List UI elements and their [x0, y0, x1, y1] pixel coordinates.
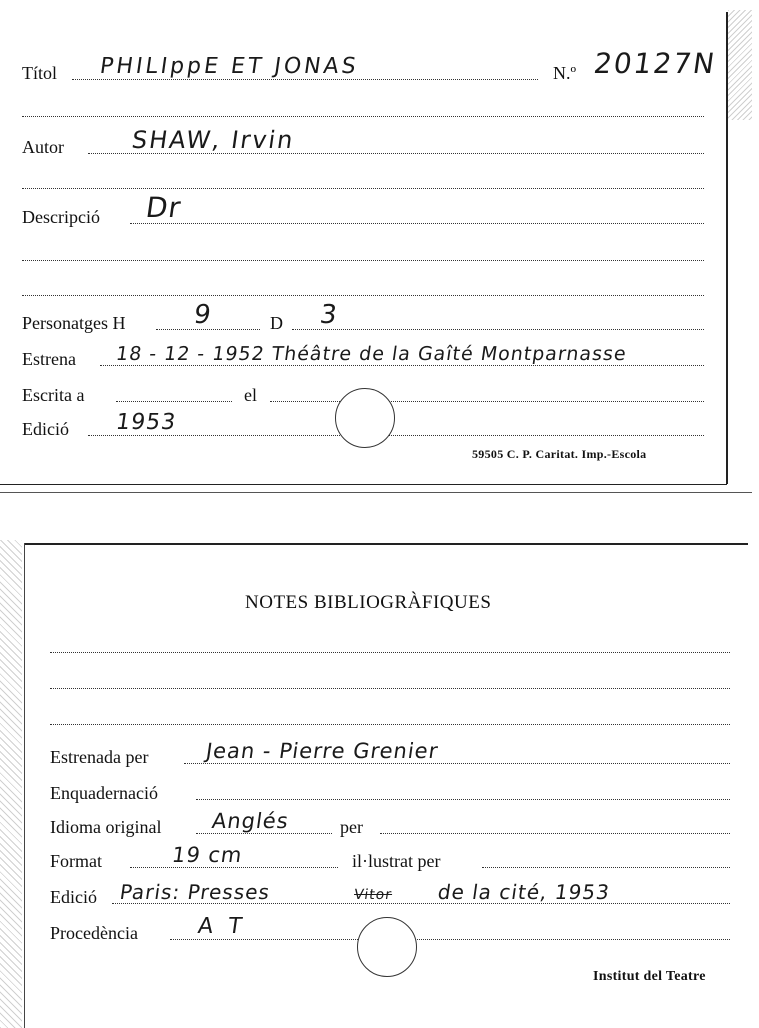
description-label: Descripció: [22, 207, 100, 227]
premiered-by-line: [184, 763, 730, 764]
characters-label: Personatges H: [22, 313, 126, 333]
title-extra-line: [22, 116, 704, 117]
description-extra-line-2: [22, 295, 704, 296]
format-label: Format: [50, 851, 102, 871]
back-edition-row: [0, 880, 740, 910]
notes-line-1: [50, 652, 730, 653]
characters-d-value: 3: [317, 300, 340, 330]
punch-hole: [357, 917, 417, 977]
number-value: 20127N: [591, 47, 719, 80]
binding-line: [196, 799, 730, 800]
premiered-by-label: Estrenada per: [50, 747, 149, 767]
original-language-row: [0, 810, 740, 840]
provenance-line: [170, 939, 730, 940]
written-place-line: [116, 401, 232, 402]
back-edition-value-b: de la cité, 1953: [436, 880, 612, 904]
illustrated-label: il·lustrat per: [352, 851, 441, 871]
provenance-label: Procedència: [50, 923, 138, 943]
catalog-card-back: [0, 500, 759, 1028]
author-label: Autor: [22, 137, 64, 157]
characters-row: [0, 300, 740, 336]
format-line: [130, 867, 338, 868]
premiere-line: [100, 365, 704, 366]
description-row: [0, 191, 740, 230]
author-value: SHAW, Irvin: [130, 126, 297, 154]
card-bottom-edge-outer: [0, 492, 752, 493]
original-language-value: Anglés: [210, 809, 291, 833]
title-line: [72, 79, 538, 80]
author-row: [0, 126, 740, 160]
binding-label: Enquadernació: [50, 783, 158, 803]
translator-label: per: [340, 817, 363, 837]
notes-line-2: [50, 688, 730, 689]
written-date-line: [270, 401, 704, 402]
back-edition-label: Edició: [50, 887, 97, 907]
original-language-label: Idioma original: [50, 817, 162, 837]
premiered-by-row: [0, 740, 740, 770]
edition-value: 1953: [114, 410, 178, 435]
written-label: Escrita a: [22, 385, 85, 405]
description-line: [130, 223, 704, 224]
characters-d-label: D: [270, 313, 283, 333]
premiere-label: Estrena: [22, 349, 76, 369]
back-edition-value-struck: Vitor: [352, 887, 394, 903]
characters-d-line: [292, 329, 704, 330]
characters-h-value: 9: [191, 300, 214, 330]
institution-imprint: Institut del Teatre: [593, 969, 706, 984]
format-row: [0, 844, 740, 874]
provenance-value: A T: [196, 914, 248, 939]
premiere-row: [0, 342, 740, 372]
written-el-label: el: [244, 385, 257, 405]
title-value: PHILIppE ET JONAS: [98, 54, 361, 79]
author-extra-line: [22, 188, 704, 189]
printer-imprint: 59505 C. P. Caritat. Imp.-Escola: [472, 447, 647, 461]
section-heading: NOTES BIBLIOGRÀFIQUES: [245, 592, 492, 613]
catalog-card-front: [0, 0, 759, 500]
original-language-line: [196, 833, 332, 834]
edition-line: [88, 435, 704, 436]
title-row: [0, 47, 740, 86]
card-bottom-edge: [0, 484, 727, 485]
back-edition-value-a: Paris: Presses: [118, 880, 272, 904]
illustrated-line: [482, 867, 730, 868]
notes-line-3: [50, 724, 730, 725]
premiered-by-value: Jean - Pierre Grenier: [204, 739, 441, 763]
punch-hole: [335, 388, 395, 448]
card-top-edge: [24, 543, 748, 545]
premiere-value: 18 - 12 - 1952 Théâtre de la Gaîté Montparnasse: [114, 343, 629, 365]
title-label: Títol: [22, 63, 57, 83]
format-value: 19 cm: [170, 843, 245, 867]
edition-label: Edició: [22, 419, 69, 439]
binding-row: [0, 776, 740, 806]
description-value: Dr: [143, 191, 184, 224]
number-label: N.º: [553, 63, 577, 83]
translator-line: [380, 833, 730, 834]
description-extra-line-1: [22, 260, 704, 261]
